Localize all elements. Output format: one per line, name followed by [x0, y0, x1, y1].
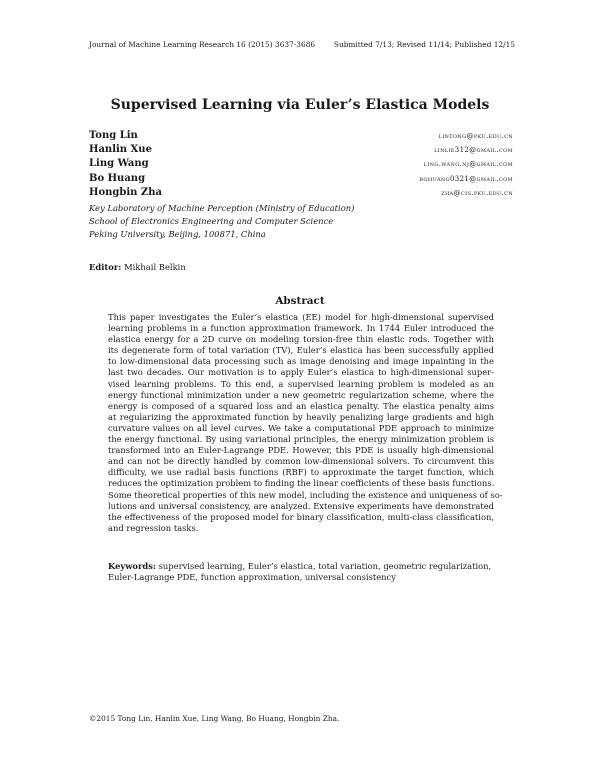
affiliation-line: School of Electronics Engineering and Computer Science	[89, 216, 334, 227]
author-name: Tong Lin	[89, 130, 138, 141]
abstract-line: its degenerate form of total variation (TV), Euler’s elastica has been successfully applied	[108, 345, 494, 356]
keywords-line	[108, 561, 494, 572]
keywords-line: Euler-Lagrange PDE, function approximation, universal consistency	[108, 572, 396, 583]
copyright-notice: ©2015 Tong Lin, Hanlin Xue, Ling Wang, Bo Huang, Hongbin Zha.	[89, 714, 340, 723]
publication-dates: Submitted 7/13; Revised 11/14; Published 12/15	[333, 40, 515, 49]
author-email[interactable]: lintong@pku.edu.cn	[438, 132, 513, 140]
editor-line	[89, 262, 186, 272]
author-row	[89, 144, 513, 158]
paper-title: Supervised Learning via Euler’s Elastica Models	[110, 97, 490, 113]
author-email[interactable]: bohuang0321@gmail.com	[419, 174, 513, 183]
author-name: Bo Huang	[89, 172, 146, 184]
author-email[interactable]: zha@cis.pku.edu.cn	[441, 188, 513, 197]
editor-label: Editor:	[89, 262, 122, 272]
keywords-text: supervised learning, Euler’s elastica, total variation, geometric regularization,	[158, 561, 492, 571]
abstract-line: the energy functional. By using variational principles, the energy minimization problem is	[108, 434, 494, 445]
abstract-line: curvature values on all level curves. We take a computational PDE approach to minimize	[108, 422, 494, 433]
abstract-line: reduces the optimization problem to finding the linear coefficients of these basis functions.	[108, 478, 495, 489]
author-name: Hanlin Xue	[89, 144, 152, 156]
affiliation-line: Key Laboratory of Machine Perception (Ministry of Education)	[89, 203, 355, 213]
author-name: Hongbin Zha	[89, 186, 162, 198]
abstract-line: transformed into an Euler-Lagrange PDE. However, this PDE is usually high-dimensional	[108, 445, 494, 456]
abstract-line: and regression tasks.	[108, 522, 199, 533]
abstract-line: difficulty, we use radial basis functions (RBF) to approximate the target function, which	[108, 467, 494, 478]
author-email[interactable]: linlie312@gmail.com	[434, 146, 513, 155]
abstract-line: to low-dimensional data processing such as image denoising and image inpainting in the	[108, 356, 494, 367]
affiliation	[89, 203, 513, 243]
abstract-line: energy is composed of a squared loss and an elastica penalty. The elastica penalty aims	[108, 400, 494, 411]
abstract-line: and can not be directly handled by common low-dimensional solvers. To circumvent this	[108, 456, 494, 467]
abstract-line: Some theoretical properties of this new model, including the existence and uniqueness of so-	[108, 489, 503, 500]
abstract-line: at regularizing the approximated function by heavily penalizing large gradients and high	[108, 411, 494, 422]
author-row	[89, 173, 513, 187]
author-email[interactable]: ling.wang.nj@gmail.com	[423, 160, 513, 169]
abstract-line: last two decades. Our motivation is to apply Euler’s elastica to high-dimensional super-	[108, 367, 494, 378]
abstract-line: This paper investigates the Euler’s elastica (EE) model for high-dimensional supervised	[108, 312, 494, 322]
abstract-heading: Abstract	[275, 295, 325, 307]
author-row	[89, 187, 513, 201]
abstract-body	[108, 312, 503, 534]
abstract-line: the effectiveness of the proposed model for binary classification, multi-class classification,	[108, 511, 494, 522]
keywords	[108, 561, 494, 583]
author-name: Ling Wang	[89, 158, 149, 170]
affiliation-line: Peking University, Beijing, 100871, China	[89, 229, 266, 240]
keywords-label: Keywords:	[108, 561, 156, 571]
running-head	[89, 40, 515, 49]
abstract-line: lutions and universal consistency, are analyzed. Extensive experiments have demonstrated	[108, 500, 494, 511]
author-row	[89, 130, 513, 144]
author-list	[89, 130, 513, 201]
abstract-line: energy functional minimization under a new geometric regularization scheme, where the	[108, 389, 494, 400]
abstract-line: learning problems in a function approximation framework. In 1744 Euler introduced the	[108, 323, 494, 334]
abstract-line: elastica energy for a 2D curve on modeling torsion-free thin elastic rods. Together with	[108, 334, 494, 345]
abstract-line: vised learning problems. To this end, a supervised learning problem is modeled as an	[108, 378, 494, 389]
author-row	[89, 158, 513, 172]
journal-citation: Journal of Machine Learning Research 16 (2015) 3637-3686	[89, 40, 316, 49]
editor-name: Mikhail Belkin	[124, 262, 186, 272]
